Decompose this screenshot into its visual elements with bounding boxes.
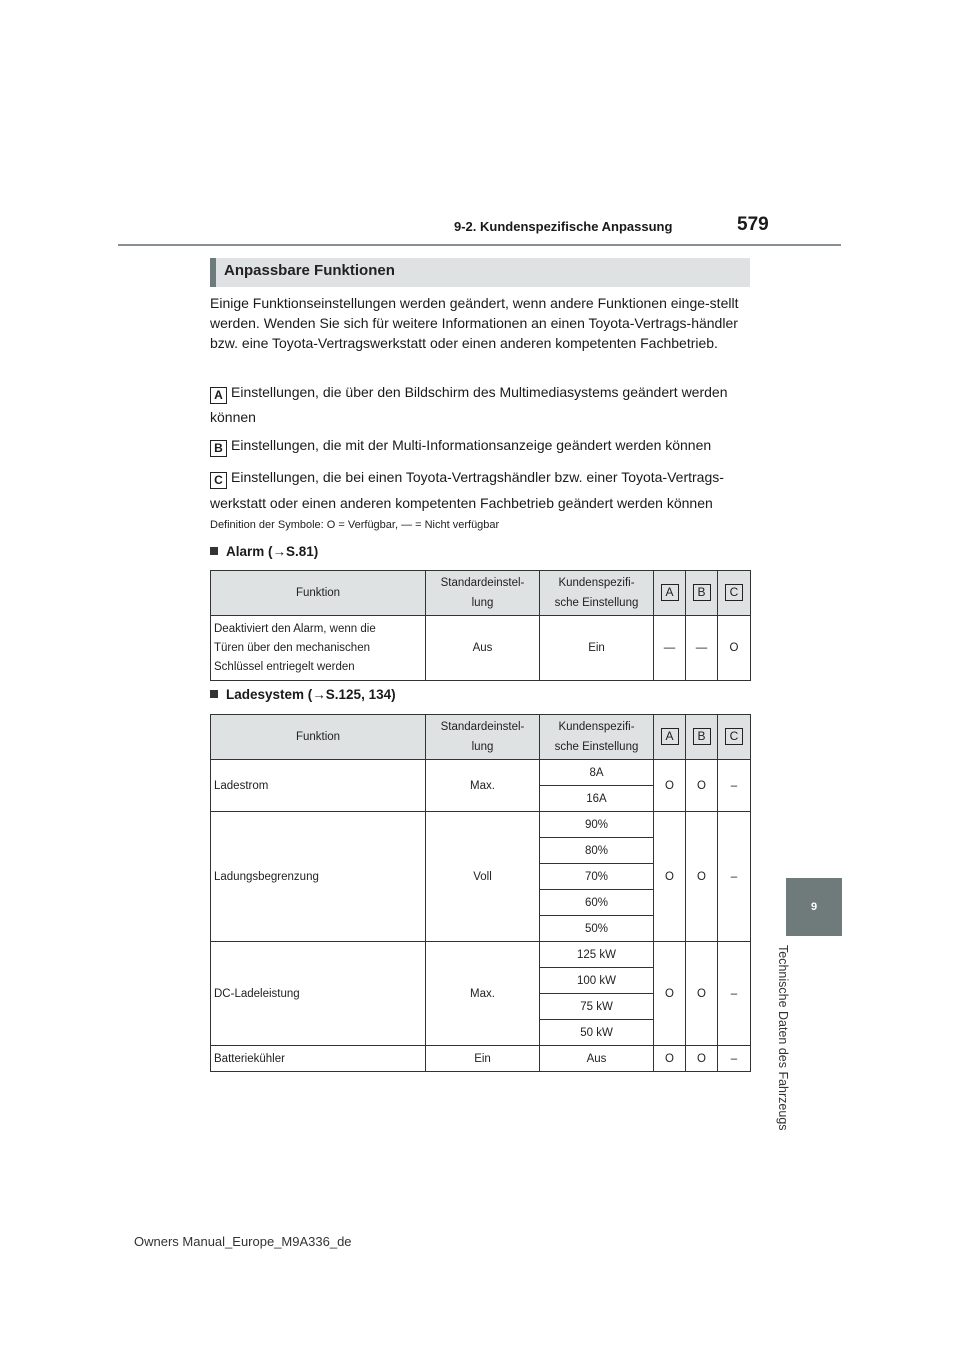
table-header-row [211,715,751,760]
badge-b: B [693,728,711,745]
cell-standard: Aus [426,616,540,681]
cell-b: O [686,760,718,812]
alarm-table [210,570,751,681]
table-row [211,942,751,968]
chapter-tab-number: 9 [786,878,842,936]
square-bullet-icon [210,690,218,698]
footer-document-id: Owners Manual_Europe_M9A336_de [134,1234,352,1249]
legend-b-text: Einstellungen, die mit der Multi-Informationsanzeige geändert werden können [231,437,712,453]
chapter-tab-title [776,945,806,1155]
badge-b: B [693,584,711,601]
cell-a: O [654,760,686,812]
header-funktion: Funktion [211,715,426,760]
cell-a: O [654,812,686,942]
legend-c-text: Einstellungen, die bei einen Toyota-Vertragshändler bzw. einer Toyota-Vertrags- [231,469,724,485]
cell-a: — [654,616,686,681]
cell-custom: 16A [540,786,654,812]
table-row [211,616,751,681]
cell-custom: 50 kW [540,1020,654,1046]
chapter-tab-title-text: Technische Daten des Fahrzeugs [776,945,790,1131]
cell-custom: 50% [540,916,654,942]
cell-funktion: Ladungsbegrenzung [211,812,426,942]
badge-c: C [210,472,227,489]
cell-a: O [654,942,686,1046]
table-header-row [211,571,751,616]
cell-b: — [686,616,718,681]
header-c [718,571,751,616]
cell-custom: 125 kW [540,942,654,968]
ladesystem-heading-text: Ladesystem (→S.125, 134) [226,687,396,702]
cell-standard: Ein [426,1046,540,1072]
cell-c: – [718,760,751,812]
symbols-definition: Definition der Symbole: O = Verfügbar, — = Nicht verfügbar [210,519,500,531]
badge-c: C [725,584,743,601]
header-a [654,715,686,760]
cell-custom: 60% [540,890,654,916]
cell-c: – [718,1046,751,1072]
cell-b: O [686,812,718,942]
header-standard: Standardeinstel- lung [426,571,540,616]
badge-a: A [210,387,227,404]
intro-paragraph: Einige Funktionseinstellungen werden geändert, wenn andere Funktionen einge-stellt werden. Wenden Sie sich für weitere Informationen an einen Toyota-Vertrags-händler bzw. eine Toyota-Vertragswerkstatt oder einen anderen kompetenten Fachbetrieb. [210,295,739,351]
table-row [211,812,751,838]
page-number: 579 [737,214,769,235]
cell-custom: 100 kW [540,968,654,994]
cell-funktion: Deaktiviert den Alarm, wenn die Türen über den mechanischen Schlüssel entriegelt werden [211,616,426,681]
header-standard: Standardeinstel- lung [426,715,540,760]
cell-c: – [718,812,751,942]
header-funktion: Funktion [211,571,426,616]
cell-custom: 75 kW [540,994,654,1020]
ladesystem-table [210,714,751,1072]
header-custom: Kundenspezifi- sche Einstellung [540,571,654,616]
legend-c-continuation: werkstatt oder einen anderen kompetenten Fachbetrieb geändert werden können [210,495,713,511]
ladesystem-heading [210,687,396,702]
alarm-heading [210,544,318,559]
header-custom: Kundenspezifi- sche Einstellung [540,715,654,760]
badge-b: B [210,440,227,457]
header-a [654,571,686,616]
section-heading-bar [210,258,750,287]
cell-a: O [654,1046,686,1072]
cell-c: – [718,942,751,1046]
badge-a: A [661,584,679,601]
cell-standard: Max. [426,760,540,812]
section-heading: Anpassbare Funktionen [224,262,395,279]
legend-item-a [210,382,727,404]
cell-funktion: Ladestrom [211,760,426,812]
header-section-title: 9-2. Kundenspezifische Anpassung [454,219,673,234]
cell-funktion: Batteriekühler [211,1046,426,1072]
cell-standard: Voll [426,812,540,942]
cell-custom: 90% [540,812,654,838]
legend-a-text: Einstellungen, die über den Bildschirm des Multimediasystems geändert werden [231,384,728,400]
legend-item-b [210,435,711,457]
badge-a: A [661,728,679,745]
cell-custom: Ein [540,616,654,681]
table-row [211,1046,751,1072]
section-heading-marker [210,258,216,287]
cell-c: O [718,616,751,681]
legend-a-continuation: können [210,409,256,425]
table-row [211,760,751,786]
cell-custom: 70% [540,864,654,890]
square-bullet-icon [210,547,218,555]
cell-custom: Aus [540,1046,654,1072]
cell-standard: Max. [426,942,540,1046]
header-divider [118,244,841,246]
cell-funktion: DC-Ladeleistung [211,942,426,1046]
legend-item-c [210,467,724,489]
header-c [718,715,751,760]
alarm-heading-text: Alarm (→S.81) [226,544,319,559]
cell-custom: 80% [540,838,654,864]
header-b [686,715,718,760]
cell-b: O [686,1046,718,1072]
header-b [686,571,718,616]
cell-custom: 8A [540,760,654,786]
cell-b: O [686,942,718,1046]
badge-c: C [725,728,743,745]
